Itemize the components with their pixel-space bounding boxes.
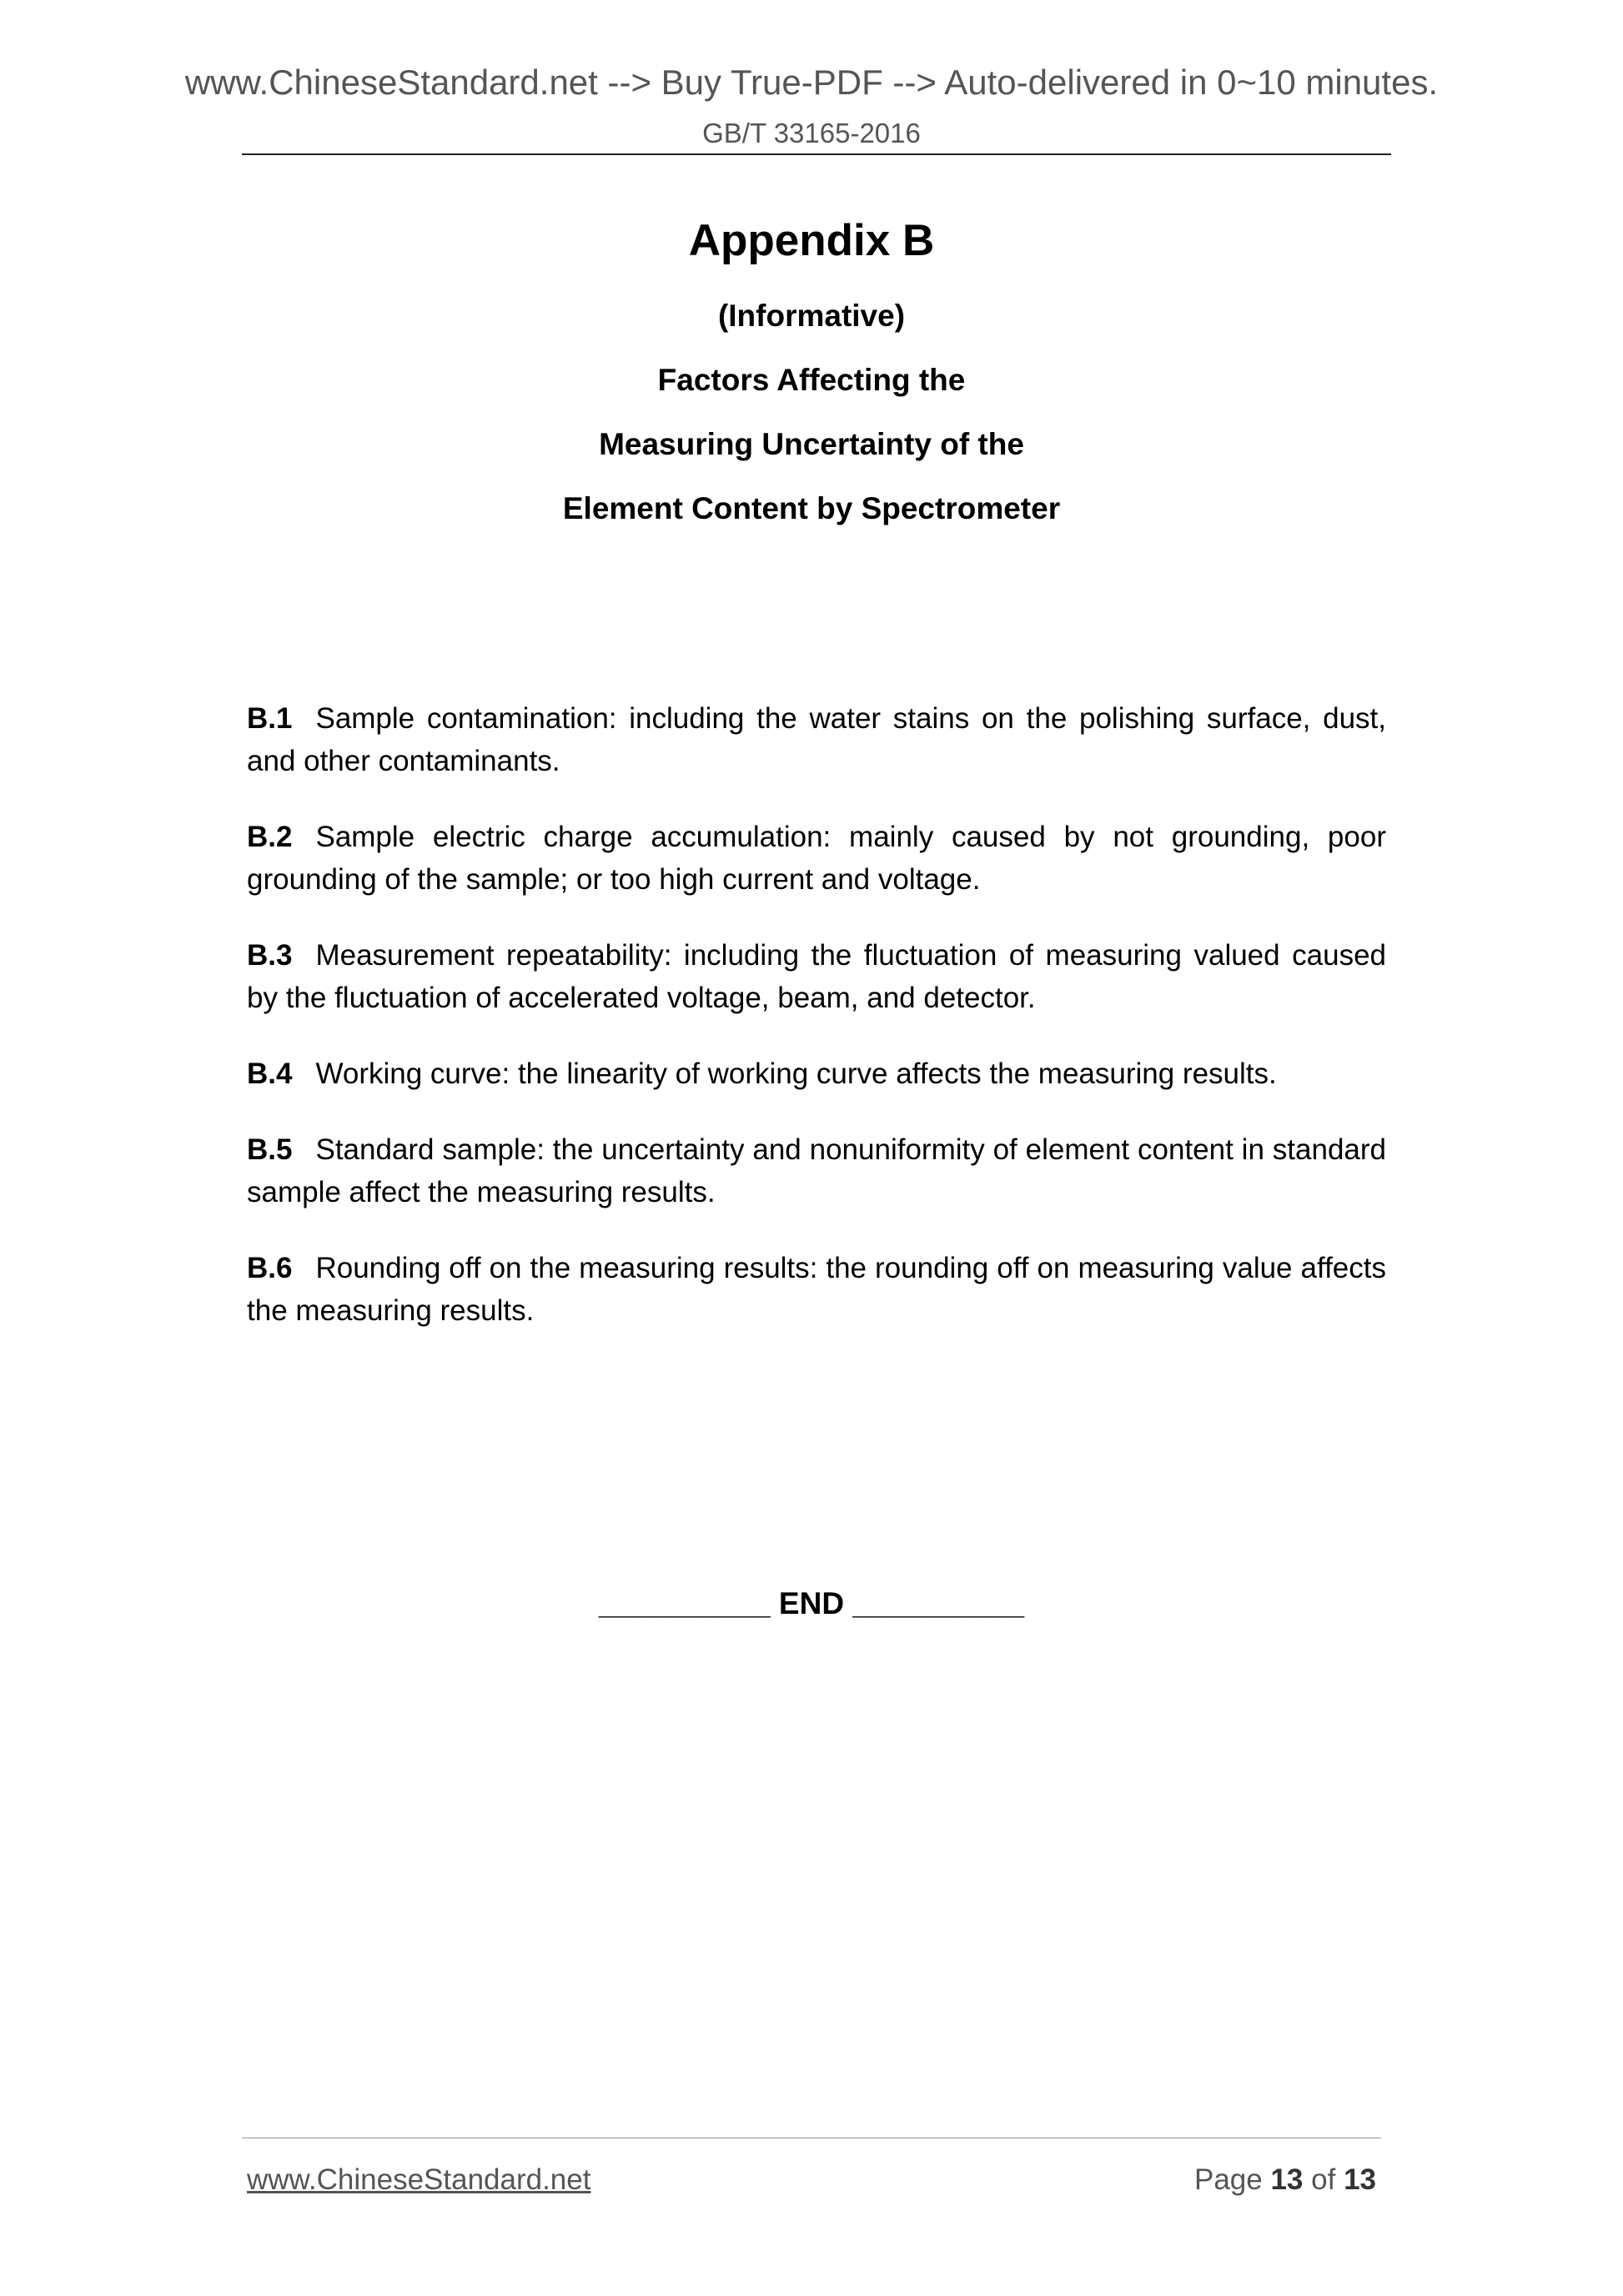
page-prefix: Page <box>1193 2163 1263 2196</box>
page-indicator <box>1194 2165 1376 2194</box>
clause-b6 <box>247 1247 1386 1332</box>
clause-b4 <box>247 1053 1386 1095</box>
clause-text: Working curve: the linearity of working curve affects the measuring results. <box>315 1058 1277 1090</box>
appendix-title: Appendix B <box>688 216 935 265</box>
clause-b3 <box>247 934 1386 1019</box>
header-divider <box>242 153 1391 155</box>
clause-list <box>247 697 1386 1365</box>
clause-number: B.6 <box>247 1252 293 1284</box>
header-banner: www.ChineseStandard.net --> Buy True-PDF --> Auto-delivered in 0~10 minutes. <box>184 63 1439 102</box>
page-of: of <box>1311 2163 1336 2196</box>
footer-website-link[interactable]: www.ChineseStandard.net <box>247 2163 591 2196</box>
standard-number: GB/T 33165-2016 <box>702 118 921 148</box>
appendix-subtitle-line-1: Factors Affecting the <box>657 363 966 397</box>
clause-text: Sample contamination: including the water stains on the polishing surface, dust, and other contaminants. <box>247 702 1386 777</box>
end-marker: __________ END __________ <box>598 1586 1025 1620</box>
clause-number: B.2 <box>247 821 293 853</box>
clause-text: Measurement repeatability: including the fluctuation of measuring valued caused by the fluctuation of accelerated voltage, beam, and detector. <box>247 939 1386 1014</box>
appendix-subtitle-line-3: Element Content by Spectrometer <box>562 491 1061 525</box>
page-current: 13 <box>1270 2163 1304 2196</box>
clause-text: Sample electric charge accumulation: mainly caused by not grounding, poor grounding of the sample; or too high current and voltage. <box>247 821 1386 896</box>
clause-b2 <box>247 816 1386 901</box>
clause-number: B.1 <box>247 702 293 735</box>
clause-b5 <box>247 1128 1386 1213</box>
clause-number: B.5 <box>247 1133 293 1166</box>
clause-text: Rounding off on the measuring results: the rounding off on measuring value affects the measuring results. <box>247 1252 1386 1327</box>
clause-text: Standard sample: the uncertainty and nonuniformity of element content in standard sample affect the measuring results. <box>247 1133 1386 1208</box>
appendix-type: (Informative) <box>717 299 906 333</box>
page-total: 13 <box>1344 2163 1376 2196</box>
appendix-subtitle-line-2: Measuring Uncertainty of the <box>599 427 1024 461</box>
clause-number: B.3 <box>247 939 293 972</box>
clause-number: B.4 <box>247 1058 293 1090</box>
clause-b1 <box>247 697 1386 782</box>
